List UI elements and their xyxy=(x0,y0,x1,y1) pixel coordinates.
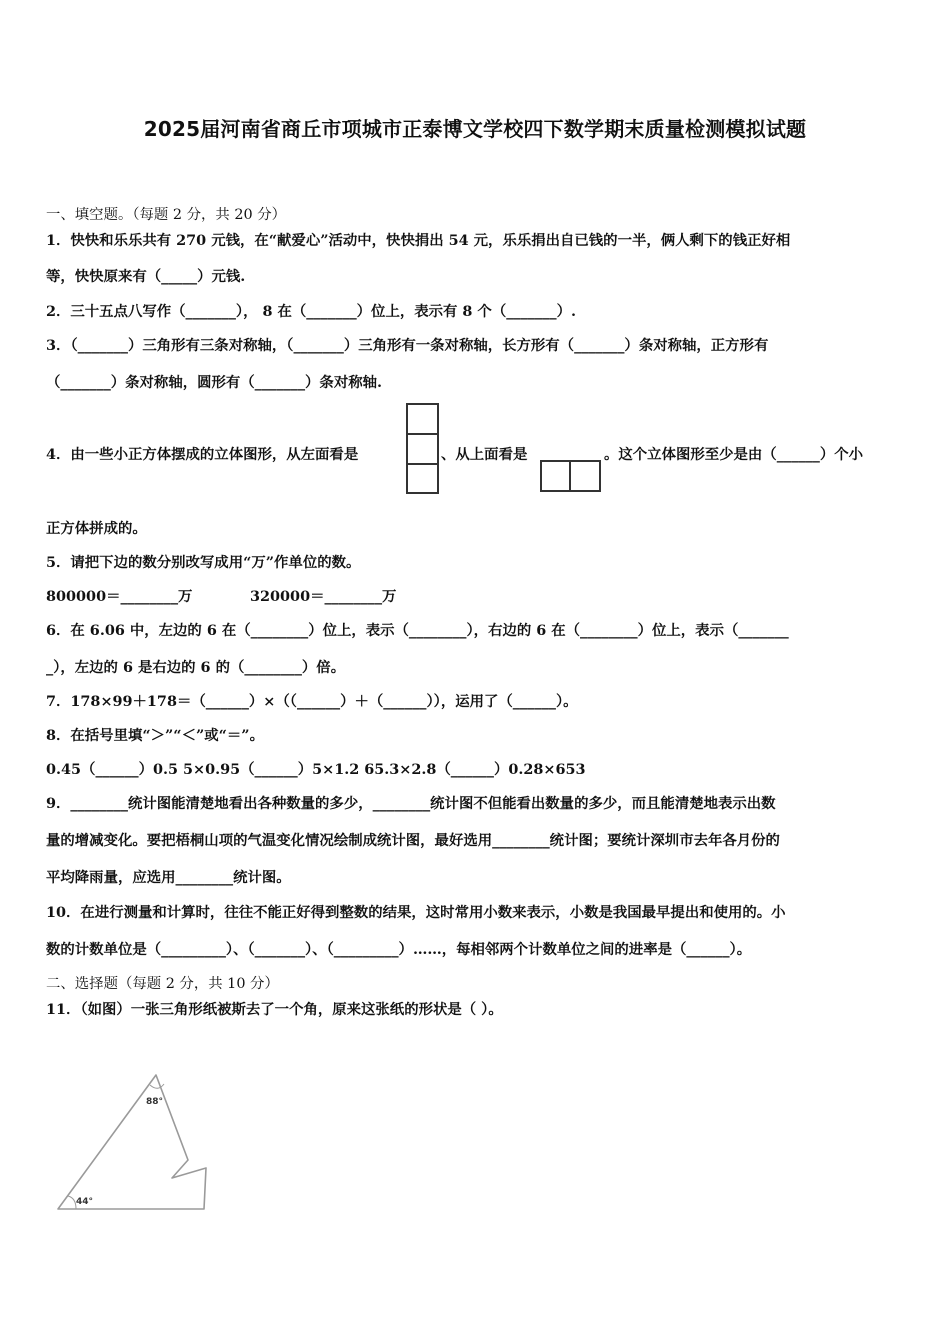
left-view-cube-2 xyxy=(406,433,439,465)
section-fill-blank-heading: 一、填空题。（每题 2 分，共 20 分） xyxy=(46,207,287,223)
top-view-cube-2 xyxy=(569,460,601,492)
left-angle-arc xyxy=(68,1196,76,1209)
left-view-figure xyxy=(406,403,439,493)
question-10-line-2: 数的计数单位是（_________）、（_______）、（_________）……，每相邻两个计数单位之间的进率是（______）。 xyxy=(46,941,752,958)
page-title: 2025届河南省商丘市项城市正泰博文学校四下数学期末质量检测模拟试题 xyxy=(143,117,807,141)
top-view-figure xyxy=(540,460,601,492)
question-6-line-1: 6．在 6.06 中，左边的 6 在（________）位上，表示（________），右边的 6 在（________）位上，表示（_______ xyxy=(46,622,789,639)
torn-triangle-figure xyxy=(50,1068,220,1218)
question-4-part-3: 。这个立体图形至少是由（______）个小 xyxy=(604,446,864,463)
question-4-part-1: 4．由一些小正方体摆成的立体图形，从左面看是 xyxy=(46,446,359,463)
question-2: 2．三十五点八写作（_______）， 8 在（_______）位上，表示有 8 个（_______）. xyxy=(46,303,576,320)
section-choice-heading: 二、选择题（每题 2 分，共 10 分） xyxy=(46,976,279,992)
question-1-line-1: 1．快快和乐乐共有 270 元钱，在“献爱心”活动中，快快捐出 54 元，乐乐捐出自已钱的一半，俩人剩下的钱正好相 xyxy=(46,232,791,249)
question-9-line-2: 量的增减变化。要把梧桐山项的气温变化情况绘制成统计图，最好选用________统计图；要统计深圳市去年各月份的 xyxy=(46,832,780,849)
question-6-line-2: _），左边的 6 是右边的 6 的（________）倍。 xyxy=(46,659,346,676)
left-view-cube-1 xyxy=(406,403,439,435)
question-3-line-1: 3．（_______）三角形有三条对称轴，（_______）三角形有一条对称轴，长方形有（_______）条对称轴，正方形有 xyxy=(46,337,769,354)
question-10-line-1: 10．在进行测量和计算时，往往不能正好得到整数的结果，这时常用小数来表示，小数是我国最早提出和使用的。小 xyxy=(46,904,786,921)
angle-label-top: 88° xyxy=(146,1097,164,1107)
top-angle-arc xyxy=(150,1084,164,1088)
question-11: 11．（如图）一张三角形纸被斯去了一个角，原来这张纸的形状是（ ）。 xyxy=(46,1001,503,1018)
question-9-line-3: 平均降雨量，应选用________统计图。 xyxy=(46,869,291,886)
torn-triangle-outline xyxy=(58,1075,206,1209)
left-view-cube-3 xyxy=(406,463,439,494)
question-8-items: 0.45（______）0.5 5×0.95（______）5×1.2 65.3×2.8（______）0.28×653 xyxy=(46,761,586,778)
top-view-cube-1 xyxy=(540,460,571,492)
angle-label-left: 44° xyxy=(76,1197,94,1207)
question-4-part-2: 、从上面看是 xyxy=(441,446,528,463)
question-1-line-2: 等，快快原来有（_____）元钱. xyxy=(46,268,246,285)
question-5-item-b: 320000＝________万 xyxy=(250,588,397,605)
question-5-item-a: 800000＝________万 xyxy=(46,588,193,605)
question-7: 7．178×99＋178＝（______）×（（______）＋（______）），运用了（______）。 xyxy=(46,693,578,710)
question-5: 5．请把下边的数分别改写成用“万”作单位的数。 xyxy=(46,554,361,571)
question-4-line-2: 正方体拼成的。 xyxy=(46,520,147,537)
question-9-line-1: 9．________统计图能清楚地看出各种数量的多少，________统计图不但能看出数量的多少，而且能清楚地表示出数 xyxy=(46,795,776,812)
question-3-line-2: （_______）条对称轴，圆形有（_______）条对称轴. xyxy=(46,374,382,391)
question-8: 8．在括号里填“＞”“＜”或“＝”。 xyxy=(46,727,264,744)
